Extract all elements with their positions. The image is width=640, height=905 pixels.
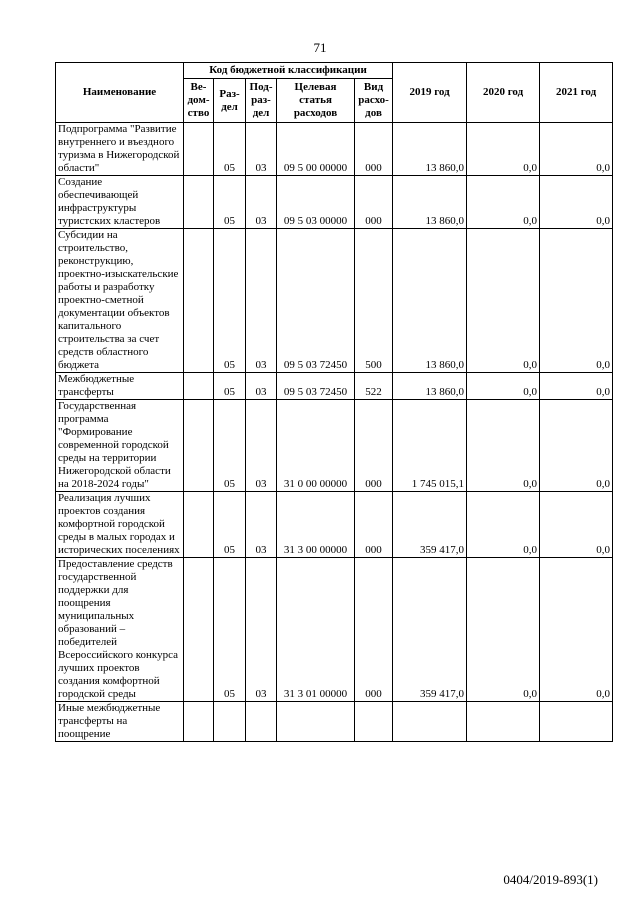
- row-razdel: 05: [214, 558, 246, 702]
- row-cs: 09 5 03 00000: [277, 176, 355, 229]
- row-razdel: 05: [214, 176, 246, 229]
- table-row: [56, 229, 613, 373]
- row-cs: 31 3 00 00000: [277, 492, 355, 558]
- row-podrazdel: 03: [246, 176, 277, 229]
- table-row: [56, 558, 613, 702]
- row-name: Государственная программа "Формирование современной городской среды на территории Нижегородской области на 2018-2024 годы": [56, 400, 184, 492]
- row-name: Субсидии на строительство, реконструкцию, проектно-изыскательские работы и разработку проектно-сметной документации объектов капитального строительства за счет средств областного бюджета: [56, 229, 184, 373]
- row-name: Создание обеспечивающей инфраструктуры туристских кластеров: [56, 176, 184, 229]
- row-2021: 0,0: [540, 400, 613, 492]
- row-2020: 0,0: [467, 558, 540, 702]
- row-vr: 000: [355, 558, 393, 702]
- row-podrazdel: 03: [246, 400, 277, 492]
- row-vr: 000: [355, 492, 393, 558]
- row-ved: [184, 123, 214, 176]
- header-2021: 2021 год: [540, 63, 613, 123]
- row-cs: 09 5 03 72450: [277, 229, 355, 373]
- row-name: Реализация лучших проектов создания комфортной городской среды в малых городах и исторических поселениях: [56, 492, 184, 558]
- row-2019: [393, 702, 467, 742]
- row-cs: [277, 702, 355, 742]
- row-ved: [184, 373, 214, 400]
- row-podrazdel: 03: [246, 492, 277, 558]
- row-razdel: [214, 702, 246, 742]
- row-razdel: 05: [214, 492, 246, 558]
- row-razdel: 05: [214, 373, 246, 400]
- row-ved: [184, 558, 214, 702]
- row-razdel: 05: [214, 229, 246, 373]
- row-2020: 0,0: [467, 229, 540, 373]
- row-2021: 0,0: [540, 123, 613, 176]
- row-2020: 0,0: [467, 400, 540, 492]
- row-2021: 0,0: [540, 176, 613, 229]
- row-vr: 000: [355, 176, 393, 229]
- header-cs: Целевая статья расходов: [277, 79, 355, 123]
- table-row: [56, 702, 613, 742]
- header-name: Наименование: [56, 63, 184, 123]
- row-2021: 0,0: [540, 492, 613, 558]
- row-podrazdel: 03: [246, 229, 277, 373]
- row-2021: [540, 702, 613, 742]
- row-2019: 359 417,0: [393, 558, 467, 702]
- row-2020: 0,0: [467, 123, 540, 176]
- row-podrazdel: 03: [246, 558, 277, 702]
- row-2019: 13 860,0: [393, 176, 467, 229]
- header-2019: 2019 год: [393, 63, 467, 123]
- row-vr: 000: [355, 400, 393, 492]
- row-cs: 31 3 01 00000: [277, 558, 355, 702]
- header-code-group: Код бюджетной классификации: [184, 63, 393, 79]
- header-podrazdel: Под-раз-дел: [246, 79, 277, 123]
- page-number: 71: [313, 40, 327, 55]
- row-razdel: 05: [214, 400, 246, 492]
- document-code: 0404/2019-893(1): [503, 872, 598, 887]
- row-vr: 000: [355, 123, 393, 176]
- row-2019: 13 860,0: [393, 229, 467, 373]
- row-vr: 522: [355, 373, 393, 400]
- row-vr: [355, 702, 393, 742]
- row-ved: [184, 229, 214, 373]
- table-row: [56, 176, 613, 229]
- row-name: Подпрограмма "Развитие внутреннего и въездного туризма в Нижегородской области": [56, 123, 184, 176]
- row-cs: 09 5 00 00000: [277, 123, 355, 176]
- row-2019: 13 860,0: [393, 373, 467, 400]
- row-2021: 0,0: [540, 229, 613, 373]
- table-row: [56, 373, 613, 400]
- row-name: Предоставление средств государственной поддержки для поощрения муниципальных образований – победителей Всероссийского конкурса лучших проектов создания комфортной городской среды: [56, 558, 184, 702]
- row-vr: 500: [355, 229, 393, 373]
- row-2019: 13 860,0: [393, 123, 467, 176]
- table-row: [56, 492, 613, 558]
- row-podrazdel: 03: [246, 373, 277, 400]
- row-podrazdel: 03: [246, 123, 277, 176]
- header-2020: 2020 год: [467, 63, 540, 123]
- row-podrazdel: [246, 702, 277, 742]
- budget-table: [55, 62, 613, 742]
- row-cs: 09 5 03 72450: [277, 373, 355, 400]
- row-2020: 0,0: [467, 492, 540, 558]
- row-2021: 0,0: [540, 558, 613, 702]
- row-ved: [184, 400, 214, 492]
- row-2019: 359 417,0: [393, 492, 467, 558]
- header-vr: Вид расхо-дов: [355, 79, 393, 123]
- row-ved: [184, 702, 214, 742]
- row-ved: [184, 492, 214, 558]
- row-2020: 0,0: [467, 176, 540, 229]
- row-2020: [467, 702, 540, 742]
- table-row: [56, 123, 613, 176]
- row-razdel: 05: [214, 123, 246, 176]
- header-ved: Ве-дом-ство: [184, 79, 214, 123]
- row-ved: [184, 176, 214, 229]
- row-2021: 0,0: [540, 373, 613, 400]
- table-row: [56, 400, 613, 492]
- row-2019: 1 745 015,1: [393, 400, 467, 492]
- row-name: Межбюджетные трансферты: [56, 373, 184, 400]
- row-cs: 31 0 00 00000: [277, 400, 355, 492]
- row-2020: 0,0: [467, 373, 540, 400]
- header-razdel: Раз-дел: [214, 79, 246, 123]
- row-name: Иные межбюджетные трансферты на поощрение: [56, 702, 184, 742]
- header-row-1: [56, 63, 613, 79]
